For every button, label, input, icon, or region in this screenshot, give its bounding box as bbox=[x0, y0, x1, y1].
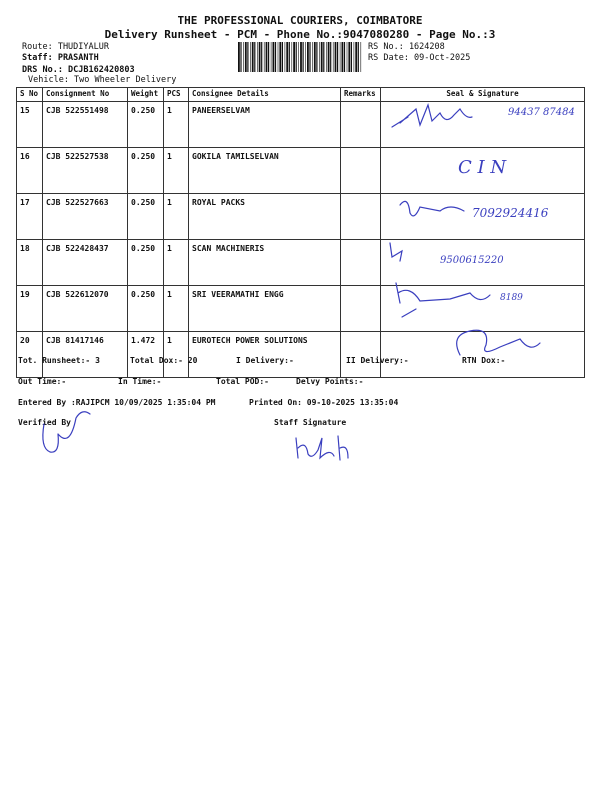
signature-cell bbox=[381, 332, 585, 378]
row17-handwriting: 7092924416 bbox=[472, 206, 549, 220]
column-header: Seal & Signature bbox=[381, 88, 585, 102]
table-header-row bbox=[17, 88, 585, 102]
table-row bbox=[17, 332, 585, 378]
row15-handwriting: 94437 87484 bbox=[508, 107, 575, 118]
rtn-dox: RTN Dox:- bbox=[462, 356, 506, 365]
signature-cell bbox=[381, 240, 585, 286]
out-time: Out Time:- bbox=[18, 377, 67, 386]
rs-date: RS Date: 09-Oct-2025 bbox=[368, 53, 471, 63]
consignee-cell: EUROTECH POWER SOLUTIONS bbox=[189, 332, 341, 378]
total-runsheet: Tot. Runsheet:- 3 bbox=[18, 356, 100, 365]
sno-cell: 19 bbox=[17, 286, 43, 332]
consignment-cell: CJB 81417146 bbox=[43, 332, 128, 378]
remarks-cell bbox=[341, 240, 381, 286]
printed-on: Printed On: 09-10-2025 13:35:04 bbox=[249, 398, 399, 407]
weight-cell: 0.250 bbox=[128, 148, 164, 194]
consignee-cell: SRI VEERAMATHI ENGG bbox=[189, 286, 341, 332]
consignee-cell: PANEERSELVAM bbox=[189, 102, 341, 148]
pcs-cell: 1 bbox=[164, 148, 189, 194]
table-row bbox=[17, 102, 585, 148]
staff-label: Staff: PRASANTH bbox=[22, 53, 99, 63]
consignment-cell: CJB 522527663 bbox=[43, 194, 128, 240]
column-header: S No bbox=[17, 88, 43, 102]
column-header: Consignment No bbox=[43, 88, 128, 102]
sno-cell: 15 bbox=[17, 102, 43, 148]
remarks-cell bbox=[341, 194, 381, 240]
delivery-points: Delvy Points:- bbox=[296, 377, 364, 386]
sno-cell: 17 bbox=[17, 194, 43, 240]
consignment-cell: CJB 522612070 bbox=[43, 286, 128, 332]
staff-signature bbox=[290, 430, 360, 470]
table-row bbox=[17, 194, 585, 240]
consignment-cell: CJB 522428437 bbox=[43, 240, 128, 286]
entered-by: Entered By :RAJIPCM 10/09/2025 1:35:04 PM bbox=[18, 398, 216, 407]
table-row bbox=[17, 286, 585, 332]
consignment-cell: CJB 522551498 bbox=[43, 102, 128, 148]
verifier-signature bbox=[30, 404, 100, 464]
signature-cell bbox=[381, 194, 585, 240]
weight-cell: 0.250 bbox=[128, 240, 164, 286]
in-time: In Time:- bbox=[118, 377, 162, 386]
rs-number: RS No.: 1624208 bbox=[368, 42, 445, 52]
sno-cell: 20 bbox=[17, 332, 43, 378]
table-row bbox=[17, 148, 585, 194]
signature-cell bbox=[381, 148, 585, 194]
table-row bbox=[17, 240, 585, 286]
sheet-title: Delivery Runsheet - PCM - Phone No.:9047080280 - Page No.:3 bbox=[104, 28, 496, 41]
weight-cell: 0.250 bbox=[128, 194, 164, 240]
pcs-cell: 1 bbox=[164, 102, 189, 148]
sno-cell: 16 bbox=[17, 148, 43, 194]
column-header: Remarks bbox=[341, 88, 381, 102]
remarks-cell bbox=[341, 148, 381, 194]
pcs-cell: 1 bbox=[164, 286, 189, 332]
total-pod: Total POD:- bbox=[216, 377, 269, 386]
row19-handwriting: 8189 bbox=[500, 293, 523, 303]
weight-cell: 0.250 bbox=[128, 102, 164, 148]
vehicle-label: Vehicle: Two Wheeler Delivery bbox=[28, 75, 177, 85]
consignee-cell: GOKILA TAMILSELVAN bbox=[189, 148, 341, 194]
weight-cell: 0.250 bbox=[128, 286, 164, 332]
pcs-cell: 1 bbox=[164, 332, 189, 378]
total-dox: Total Dox:- 20 bbox=[130, 356, 198, 365]
pcs-cell: 1 bbox=[164, 240, 189, 286]
consignment-cell: CJB 522527538 bbox=[43, 148, 128, 194]
remarks-cell bbox=[341, 286, 381, 332]
consignee-cell: ROYAL PACKS bbox=[189, 194, 341, 240]
row18-handwriting: 9500615220 bbox=[440, 255, 504, 266]
company-title: THE PROFESSIONAL COURIERS, COIMBATORE bbox=[177, 14, 423, 27]
ii-delivery: II Delivery:- bbox=[346, 356, 409, 365]
verified-by: Verified By bbox=[18, 418, 71, 427]
pcs-cell: 1 bbox=[164, 194, 189, 240]
column-header: PCS bbox=[164, 88, 189, 102]
column-header: Weight bbox=[128, 88, 164, 102]
row16-handwriting: C I N bbox=[458, 157, 507, 178]
consignee-cell: SCAN MACHINERIS bbox=[189, 240, 341, 286]
runsheet-table bbox=[16, 87, 585, 378]
weight-cell: 1.472 bbox=[128, 332, 164, 378]
column-header: Consignee Details bbox=[189, 88, 341, 102]
sno-cell: 18 bbox=[17, 240, 43, 286]
i-delivery: I Delivery:- bbox=[236, 356, 294, 365]
remarks-cell bbox=[341, 332, 381, 378]
route-label: Route: THUDIYALUR bbox=[22, 42, 109, 52]
staff-signature-label: Staff Signature bbox=[274, 418, 347, 427]
drs-number: DRS No.: DCJB162420803 bbox=[22, 65, 135, 75]
signature-cell bbox=[381, 286, 585, 332]
signature-cell bbox=[381, 102, 585, 148]
barcode bbox=[238, 42, 364, 72]
remarks-cell bbox=[341, 102, 381, 148]
